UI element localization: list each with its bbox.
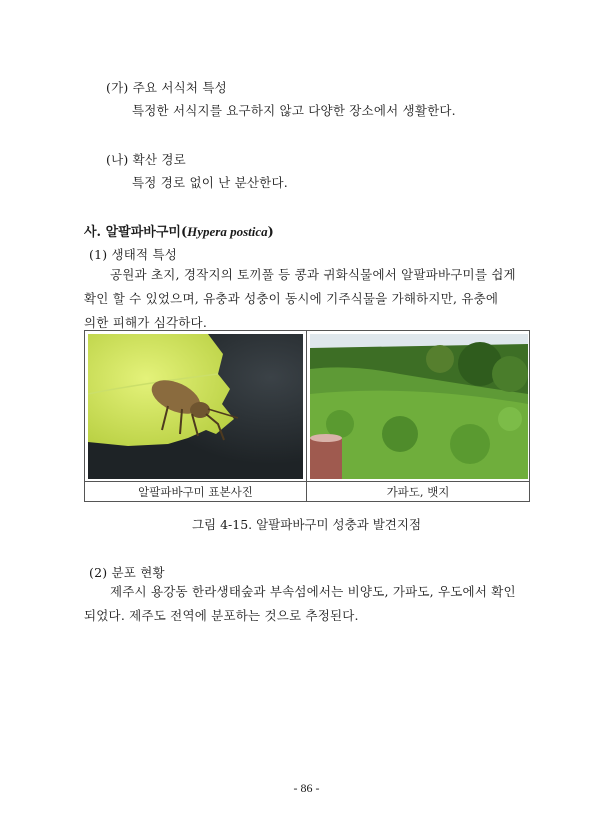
- species-heading: 사. 알팔파바구미(Hypera postica): [84, 224, 274, 240]
- specimen-photo: [88, 334, 303, 479]
- section-na-body: 특정 경로 없이 난 분산한다.: [132, 175, 288, 190]
- distribution-line: 제주시 용강동 한라생태숲과 부속섬에서는 비양도, 가파도, 우도에서 확인: [110, 584, 516, 599]
- right-photo-caption: 가파도, 뱃지: [386, 485, 450, 499]
- distribution-title: (2) 분포 현황: [89, 565, 165, 580]
- ecology-line: 확인 할 수 있었으며, 유충과 성충이 동시에 기주식물을 가해하지만, 유충에: [84, 291, 499, 306]
- site-photo: [310, 334, 528, 479]
- section-na-title: (나) 확산 경로: [106, 152, 186, 167]
- section-ga-title: (가) 주요 서식처 특성: [106, 80, 227, 95]
- distribution-line: 되었다. 제주도 전역에 분포하는 것으로 추정된다.: [84, 608, 359, 623]
- photo-divider: [306, 331, 307, 501]
- ecology-paragraph: [84, 263, 516, 335]
- page-number: - 86 -: [293, 781, 320, 795]
- ecology-title: (1) 생태적 특성: [89, 247, 178, 262]
- figure-caption: 그림 4-15. 알팔파바구미 성충과 발견지점: [191, 517, 422, 532]
- ecology-line: 공원과 초지, 경작지의 토끼풀 등 콩과 귀화식물에서 알팔파바구미를 쉽게: [110, 267, 516, 282]
- ecology-line: 의한 피해가 심각하다.: [84, 315, 207, 330]
- section-ga-body: 특정한 서식지를 요구하지 않고 다양한 장소에서 생활한다.: [132, 103, 456, 118]
- distribution-paragraph: [84, 580, 516, 628]
- photo-table: [84, 330, 530, 502]
- left-photo-caption: 알팔파바구미 표본사진: [138, 485, 253, 499]
